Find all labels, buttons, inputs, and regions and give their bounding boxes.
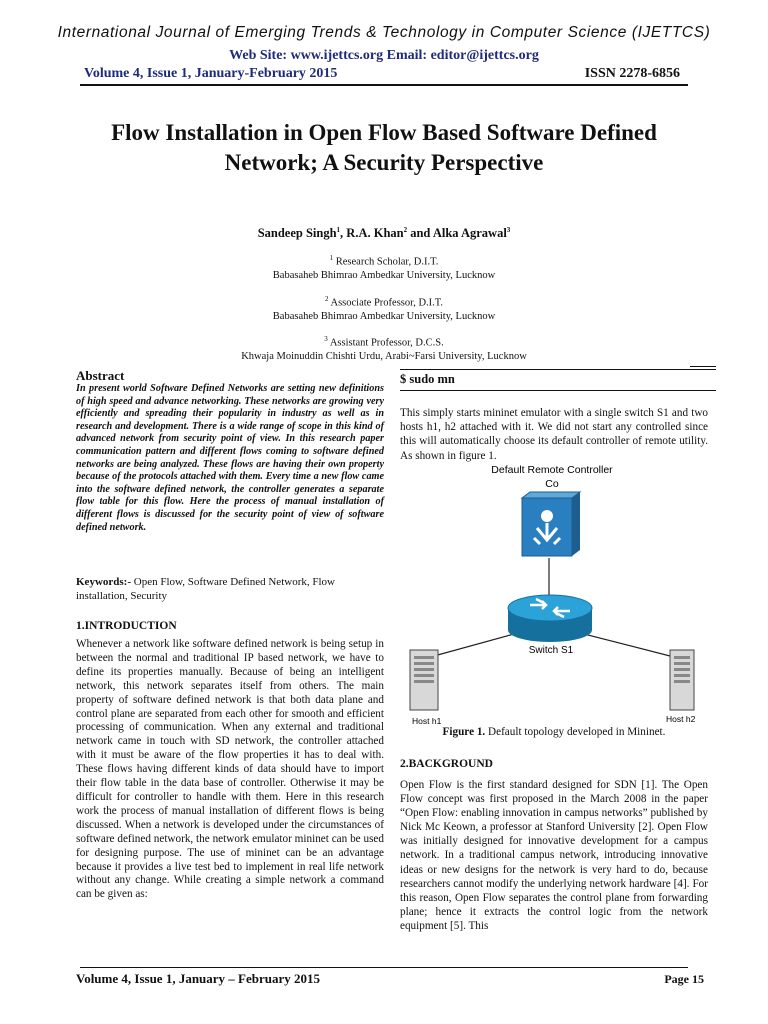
author-2: R.A. Khan xyxy=(346,226,404,241)
command-rule-bottom xyxy=(400,390,716,391)
affiliation-1: $^1$ Research Scholar, D.I.T. Babasaheb Bhimrao Ambedkar University, Lucknow xyxy=(272,254,496,281)
volume-info: Volume 4, Issue 1, January-February 2015 xyxy=(84,66,338,81)
footer-volume: Volume 4, Issue 1, January – February 2015 xyxy=(76,971,321,986)
author-1: Sandeep Singh xyxy=(257,226,337,241)
switch-icon xyxy=(508,595,592,642)
figure-caption: Figure 1. Default topology developed in Mininet. xyxy=(442,726,666,738)
issn: ISSN 2278-6856 xyxy=(584,66,680,81)
abstract-text: In present world Software Defined Networks are setting new definitions of high speed and advance networking. These networks are growing very efficiently and spreading their popularity in industry as well as in research and development. There is a wide range of scope in this kind of advanced network from security point of view. In this research paper communication pattern and different flows coming to software defined networks are being analyzed. These flows are having their own property because of the protocols attached with them. Every time a new flow came into the software defined network, the controller generates a separate flow table for this flow. Here the process of manual installation of different flows is discussed for the security point of view of software defined network. xyxy=(76,383,384,533)
link-switch-h2 xyxy=(584,634,670,656)
controller-sub: Co xyxy=(545,478,559,490)
page-number: Page 15 xyxy=(664,972,704,986)
switch-label: Switch S1 xyxy=(528,645,574,656)
abstract-heading: Abstract xyxy=(76,368,125,383)
host-h1-icon xyxy=(410,650,438,710)
host-h2-label: Host h2 xyxy=(666,714,696,724)
intro-heading: 1.INTRODUCTION xyxy=(76,620,177,632)
author-3: Alka Agrawal xyxy=(432,226,507,241)
controller-icon xyxy=(522,492,580,556)
background-text: Open Flow is the first standard designed for SDN [1]. The Open Flow concept was first proposed in the March 2008 in the paper “Open Flow: enabling innovation in campus networks” published by Nick Mc Keown, a professor at Stanford University [2]. Open Flow was initially designed for innovative development for a campus network. In a traditional campus network, introducing innovative ideas or new designs for the network is very hard to do, because researchers cannot modify the underlying network hardware [4]. For this reason, Open Flow separates the control plane from forwarding plane; hence it extracts the control logic from the network equipment [5]. This xyxy=(400,779,708,932)
column-rule-short xyxy=(690,366,716,367)
journal-name: International Journal of Emerging Trends & Technology in Computer Science (IJETTCS) xyxy=(57,24,711,41)
paper-title: Flow Installation in Open Flow Based Software Defined Network; A Security Perspective xyxy=(111,120,657,175)
intro-text: Whenever a network like software defined network is being setup in between the normal and traditional IP based network, we have to define its properties manually. Because of being an intelligent network, this network separates itself from others. The main property of software defined network is that both data plane and control plane are separated from each other for smooth and efficient processing of communication. When any external and traditional network came in touch with SD network, the controller attached with it must be aware of the flow properties it has to deal with. These flows having different kinds of data should have to import their flow table in the data base of controller. Otherwise it may be difficult for controller to handle with them. Here in this research work the process of manual installation of different flows is being discussed. When a network is developed under the circumstances of software defined network, the network emulator mininet can be used for designing purpose. The use of mininet can be an advantage because it provides a live test bed to implement in real life network without any change. While creating a simple network a command can be given as: xyxy=(76,638,384,901)
author-list: Sandeep Singh$^1$, R.A. Khan$^2$ and Alka Agrawal$^3$ xyxy=(257,226,511,241)
command-box xyxy=(400,372,716,387)
journal-website: Web Site: www.ijettcs.org Email: editor@ijettcs.org xyxy=(229,48,539,63)
host-h2-icon xyxy=(670,650,694,710)
footer-rule xyxy=(80,967,688,968)
affiliation-2: $^2$ Associate Professor, D.I.T. Babasaheb Bhimrao Ambedkar University, Lucknow xyxy=(272,295,496,322)
background-heading: 2.BACKGROUND xyxy=(400,758,493,770)
host-h1-label: Host h1 xyxy=(412,716,442,726)
header-rule xyxy=(80,84,688,86)
link-switch-h1 xyxy=(434,634,514,656)
controller-label: Default Remote Controller xyxy=(491,464,613,476)
topology-diagram xyxy=(404,460,704,730)
command-text: $ sudo mn xyxy=(400,372,455,386)
affiliation-3: $^3$ Assistant Professor, D.C.S. Khwaja Moinuddin Chishti Urdu, Arabi~Farsi University, Lucknow xyxy=(241,335,527,362)
keywords: Keywords:- Open Flow, Software Defined Network, Flow installation, Security xyxy=(76,576,335,602)
right-para: This simply starts mininet emulator with a single switch S1 and two hosts h1, h2 attached with it. We did not start any controlled since this will automatically choose its default controller of remote utility. As shown in figure 1. xyxy=(400,407,708,462)
command-rule-top xyxy=(400,369,716,370)
